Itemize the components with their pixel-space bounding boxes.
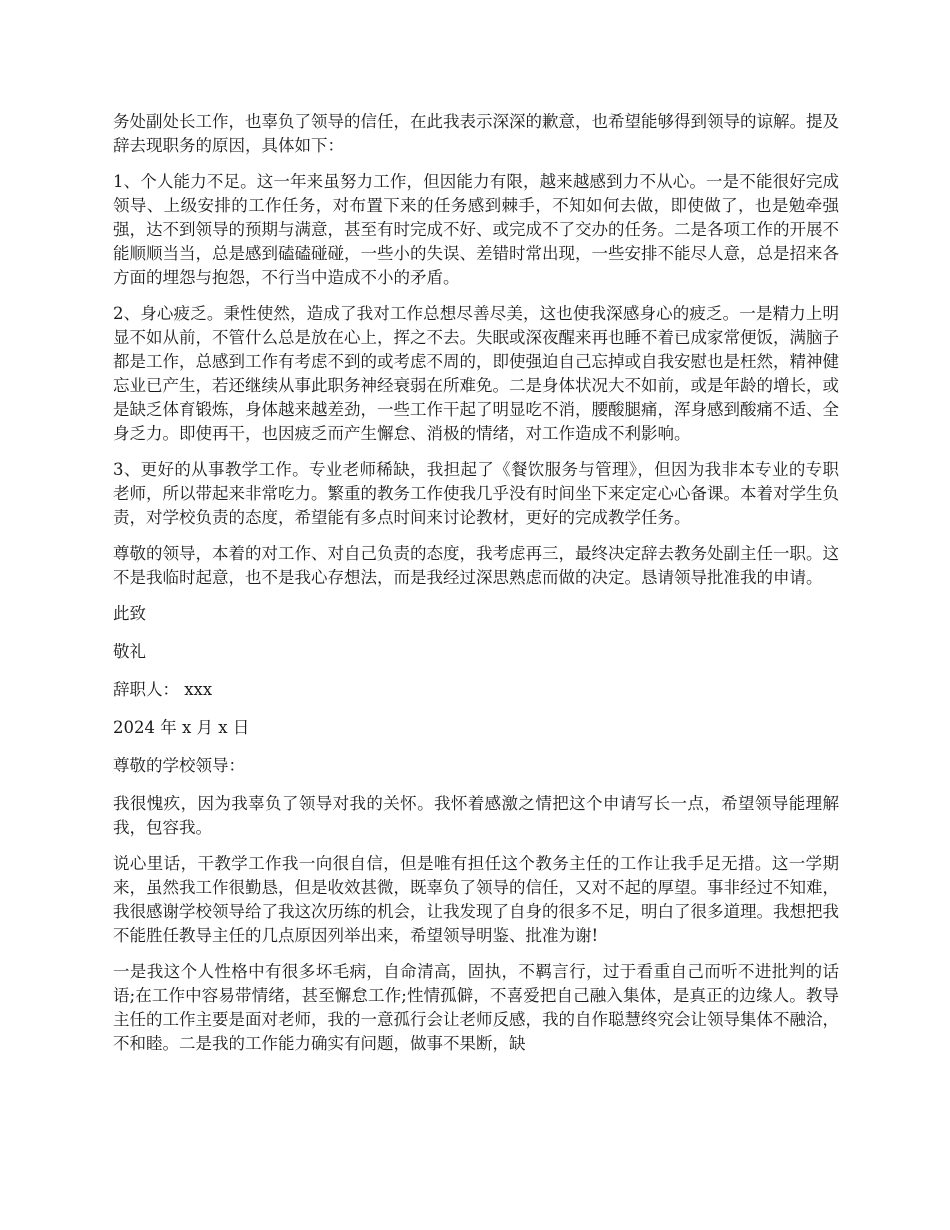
paragraph-reason-2: 2、身心疲乏。秉性使然，造成了我对工作总想尽善尽美，这也使我深感身心的疲乏。一是精力上明显不如从前，不管什么总是放在心上，挥之不去。失眠或深夜醒来再也睡不着已成家常便饭，满脑子都是工作，总感到工作有考虑不到的或考虑不周的，即使强迫自己忘掉或自我安慰也是枉然，精神健忘业已产生，若还继续从事此职务神经衰弱在所难免。二是身体状况大不如前，或是年龄的增长，或是缺乏体育锻炼，身体越来越差劲，一些工作干起了明显吃不消，腰酸腿痛，浑身感到酸痛不适、全身乏力。即使再干，也因疲乏而产生懈怠、消极的情绪，对工作造成不利影响。	[113, 304, 839, 443]
second-letter-paragraph-3: 一是我这个人性格中有很多坏毛病，自命清高，固执，不羁言行，过于看重自己而听不进批判的话语;在工作中容易带情绪，甚至懈怠工作;性情孤僻，不喜爱把自己融入集体，是真正的边缘人。教导主任的工作主要是面对老师，我的一意孤行会让老师反感，我的自作聪慧终究会让领导集体不融洽，不和睦。二是我的工作能力确实有问题，做事不果断，缺	[113, 962, 839, 1053]
signature-line: 辞职人： xxx	[113, 680, 213, 699]
second-letter-greeting: 尊敬的学校领导：	[113, 756, 245, 775]
paragraph-conclusion: 尊敬的领导，本着的对工作、对自己负责的态度，我考虑再三，最终决定辞去教务处副主任一职。这不是我临时起意，也不是我心存想法，而是我经过深思熟虑而做的决定。恳请领导批准我的申请。	[113, 544, 839, 587]
second-letter-paragraph-2: 说心里话，干教学工作我一向很自信，但是唯有担任这个教务主任的工作让我手足无措。这一学期来，虽然我工作很勤恳，但是收效甚微，既辜负了领导的信任，又对不起的厚望。事非经过不知难，我很感谢学校领导给了我这次历练的机会，让我发现了自身的很多不足，明白了很多道理。我想把我不能胜任教导主任的几点原因列举出来，希望领导明鉴、批准为谢!	[113, 854, 839, 945]
paragraph-opening: 务处副处长工作，也辜负了领导的信任，在此我表示深深的歉意，也希望能够得到领导的谅解。提及辞去现职务的原因，具体如下：	[113, 112, 839, 155]
date-line: 2024 年 x 月 x 日	[113, 718, 250, 737]
closing-regards: 敬礼	[113, 642, 146, 661]
second-letter-paragraph-1: 我很愧疚，因为我辜负了领导对我的关怀。我怀着感激之情把这个申请写长一点，希望领导能理解我，包容我。	[113, 794, 839, 837]
closing-salutation: 此致	[113, 604, 146, 623]
paragraph-reason-3: 3、更好的从事教学工作。专业老师稀缺，我担起了《餐饮服务与管理》，但因为我非本专业的专职老师，所以带起来非常吃力。繁重的教务工作使我几乎没有时间坐下来定定心心备课。本着对学生负责，对学校负责的态度，希望能有多点时间来讨论教材，更好的完成教学任务。	[113, 460, 839, 527]
paragraph-reason-1: 1、个人能力不足。这一年来虽努力工作，但因能力有限，越来越感到力不从心。一是不能很好完成领导、上级安排的工作任务，对布置下来的任务感到棘手，不知如何去做，即使做了，也是勉牵强强，达不到领导的预期与满意，甚至有时完成不好、或完成不了交办的任务。二是各项工作的开展不能顺顺当当，总是感到磕磕碰碰，一些小的失误、差错时常出现，一些安排不能尽人意，总是招来各方面的埋怨与抱怨，不行当中造成不小的矛盾。	[113, 172, 839, 287]
document-body	[113, 110, 839, 1068]
